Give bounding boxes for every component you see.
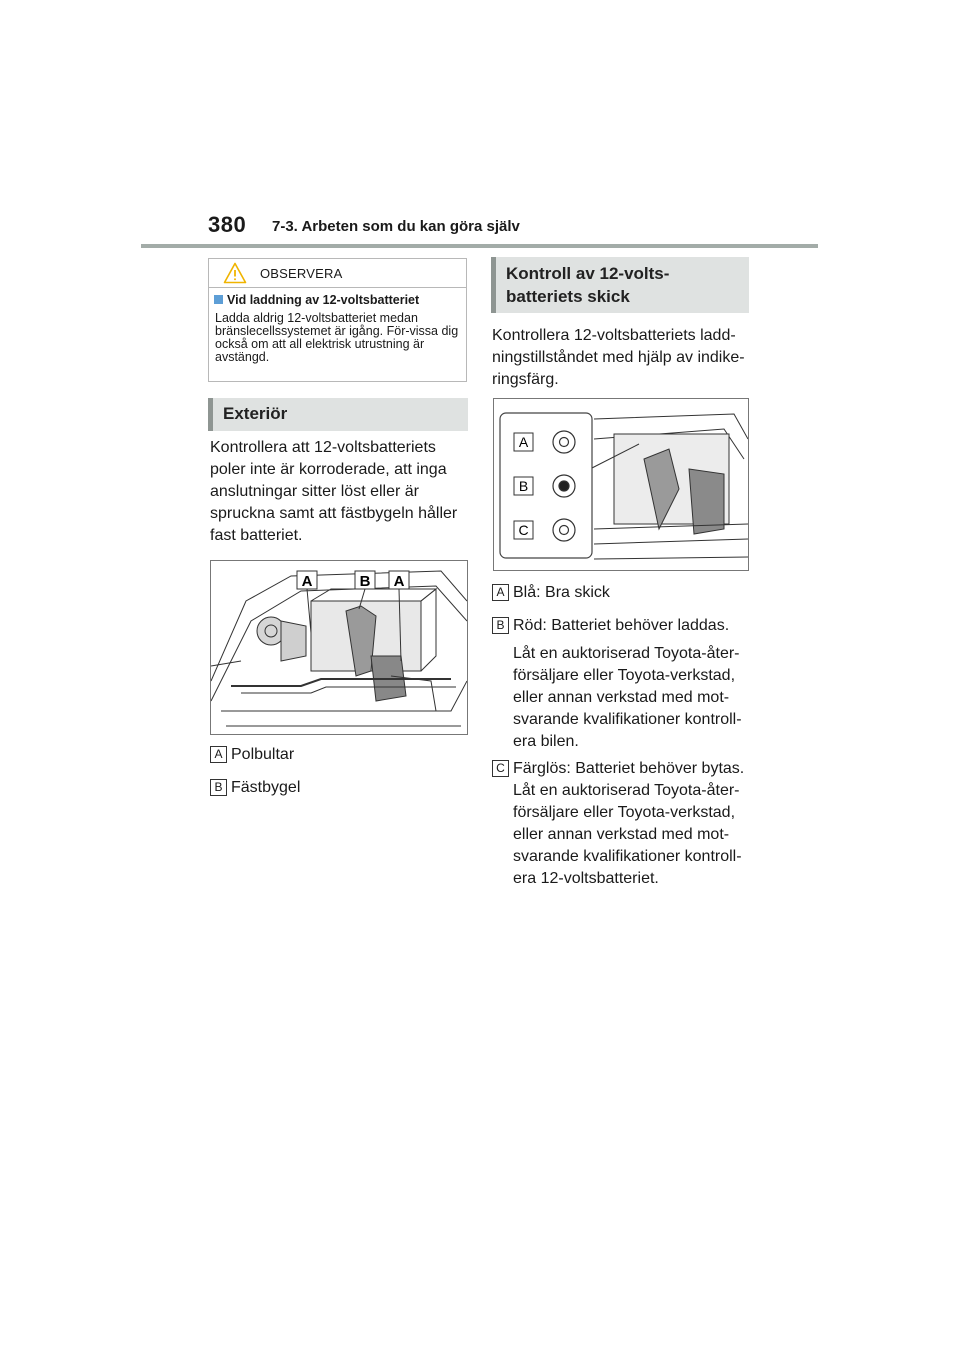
exterior-item-a-text: Polbultar (231, 746, 295, 763)
fig1-label-a-right: A (393, 573, 405, 590)
control-item-c-extra: Låt en auktoriserad Toyota-åter-försäljare eller Toyota-verkstad, eller annan verkstad med mot-svarande kvalifikationer kontroll-era 12-voltsbatteriet. (513, 782, 742, 887)
tag-a: A (210, 746, 227, 763)
control-paragraph: Kontrollera 12-voltsbatteriets ladd-ningstillståndet med hjälp av indike-ringsfärg. (492, 327, 745, 388)
control-item-b-extra: Låt en auktoriserad Toyota-åter-försäljare eller Toyota-verkstad, eller annan verkstad med mot-svarande kvalifikationer kontroll-era bilen. (513, 645, 742, 750)
fig2-label-a: A (518, 434, 529, 450)
header-rule (141, 244, 818, 248)
control-item-c (492, 758, 754, 887)
warning-triangle-icon (223, 262, 247, 284)
fig1-label-b: B (359, 573, 371, 590)
exterior-heading: Exteriör (208, 398, 468, 431)
tag-a: A (492, 584, 509, 601)
control-item-b (492, 615, 754, 750)
fig2-label-c: C (518, 522, 529, 538)
indicator-illustration (494, 399, 748, 570)
tag-b: B (492, 617, 509, 634)
control-heading (491, 257, 749, 313)
caution-subtitle (214, 293, 419, 307)
control-heading-line1: Kontroll av 12-volts- (506, 264, 670, 283)
control-item-c-text (513, 758, 753, 890)
tag-b: B (210, 779, 227, 796)
caution-body: Ladda aldrig 12-voltsbatteriet medan bränslecellssystemet är igång. För-vissa dig också om att all elektrisk utrustning är avstängd. (215, 311, 459, 364)
exterior-paragraph: Kontrollera att 12-voltsbatteriets poler inte är korroderade, att inga anslutningar sitter löst eller är spruckna samt att fästbygeln håller fast batteriet. (210, 439, 458, 544)
page-number: 380 (208, 212, 247, 237)
fig2-label-b: B (518, 478, 529, 494)
exterior-item-b-text: Fästbygel (231, 779, 301, 796)
battery-terminals-figure (210, 560, 468, 735)
exterior-item-b (210, 777, 300, 799)
exterior-item-a (210, 744, 294, 766)
control-item-b-text (513, 615, 753, 753)
caution-title: OBSERVERA (260, 266, 343, 281)
fig1-label-a-left: A (301, 573, 313, 590)
control-item-a (492, 582, 754, 604)
control-item-b-main: Röd: Batteriet behöver laddas. (513, 617, 730, 634)
caution-subtitle-text: Vid laddning av 12-voltsbatteriet (227, 293, 420, 307)
control-item-a-text: Blå: Bra skick (513, 584, 610, 601)
bullet-square-icon (214, 295, 223, 304)
control-item-c-main: Färglös: Batteriet behöver bytas. (513, 760, 745, 777)
caution-header (209, 259, 466, 288)
battery-illustration (211, 561, 467, 734)
caution-box (208, 258, 467, 382)
tag-c: C (492, 760, 509, 777)
control-heading-line2: batteriets skick (506, 287, 630, 306)
section-title: 7-3. Arbeten som du kan göra själv (272, 218, 520, 235)
indicator-figure (493, 398, 749, 571)
